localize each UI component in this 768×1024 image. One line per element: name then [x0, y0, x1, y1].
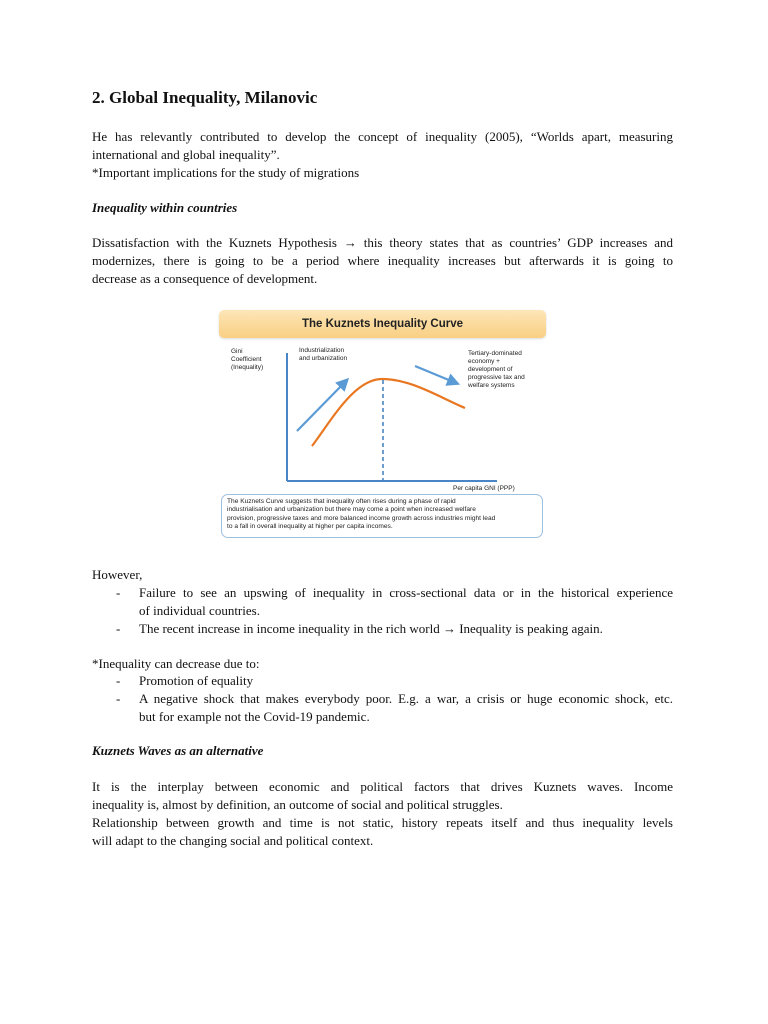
waves-line-4: will adapt to the changing social and political context.: [92, 833, 374, 848]
kuznets-line-2: modernizes, there is going to be a period where inequality increases but afterwards it is going to: [92, 253, 673, 268]
intro-line-3: *Important implications for the study of migrations: [92, 165, 360, 180]
waves-line-3: Relationship between growth and time is not static, history repeats itself and thus inequality levels: [92, 815, 673, 830]
list-dash: -: [116, 621, 121, 636]
y-axis-label-3: (Inequality): [231, 364, 264, 371]
kuznets-paragraph: [92, 234, 673, 288]
intro-line-1: He has relevantly contributed to develop the concept of inequality (2005), “Worlds apart, measuring: [92, 129, 673, 144]
kuznets-curve: [312, 379, 465, 446]
section-heading-inequality-within: Inequality within countries: [92, 200, 238, 215]
y-axis-label-1: Gini: [231, 348, 243, 355]
page-title: 2. Global Inequality, Milanovic: [92, 88, 318, 107]
list-dash: -: [116, 673, 121, 688]
kuznets-curve-figure: [219, 309, 547, 541]
however-label: However,: [92, 567, 143, 582]
caption-line-2: industrialisation and urbanization but there may come a point when increased welfare: [227, 506, 476, 514]
kuznets-diagram: [219, 339, 547, 494]
waves-paragraph: [92, 778, 673, 850]
intro-line-2: international and global inequality”.: [92, 147, 280, 162]
list-item: - A negative shock that makes everybody poor. E.g. a war, a crisis or huge economic shock, etc. but for example not the Covid-19 pandemic.: [116, 691, 673, 724]
right-note-4: progressive tax and: [468, 374, 525, 381]
kuznets-line-1: Dissatisfaction with the Kuznets Hypothesis → this theory states that as countries’ GDP increases and: [92, 235, 673, 250]
fall-arrow-icon: [415, 366, 456, 383]
caption-line-1: The Kuznets Curve suggests that inequality often rises during a phase of rapid: [227, 498, 456, 505]
waves-line-2: inequality is, almost by definition, an outcome of social and political struggles.: [92, 797, 503, 812]
list-item: - Failure to see an upswing of inequality in cross-sectional data or in the historical experience of individual countries.: [116, 585, 673, 618]
list-dash: -: [116, 585, 121, 600]
list-item: - The recent increase in income inequality in the rich world → Inequality is peaking again.: [116, 621, 603, 636]
rise-arrow-icon: [297, 381, 346, 431]
decrease-list: [92, 672, 673, 726]
figure-caption: [221, 494, 543, 538]
left-note-2: and urbanization: [299, 355, 348, 362]
figure-title: The Kuznets Inequality Curve: [219, 310, 546, 338]
caption-line-3: provision, progressive taxes and more balanced income growth across industries might lead: [227, 514, 496, 522]
list-item: - Promotion of equality: [116, 673, 254, 688]
right-note-3: development of: [468, 366, 513, 373]
section-heading-kuznets-waves: Kuznets Waves as an alternative: [92, 743, 264, 758]
right-note-1: Tertiary-dominated: [468, 350, 522, 357]
intro-paragraph: [92, 128, 673, 182]
y-axis-label-2: Coefficient: [231, 356, 262, 363]
caption-line-4: to a fall in overall inequality at higher per capita incomes.: [227, 523, 393, 531]
x-axis-label: Per capita GNI (PPP): [453, 485, 515, 492]
decrease-label: *Inequality can decrease due to:: [92, 656, 260, 671]
list-dash: -: [116, 691, 121, 706]
however-list: [92, 584, 673, 638]
waves-line-1: It is the interplay between economic and political factors that drives Kuznets waves. Income: [92, 779, 673, 794]
left-note-1: Industrialization: [299, 347, 345, 354]
right-note-5: welfare systems: [468, 382, 515, 389]
right-note-2: economy +: [468, 358, 500, 365]
kuznets-line-3: decrease as a consequence of development.: [92, 271, 318, 286]
